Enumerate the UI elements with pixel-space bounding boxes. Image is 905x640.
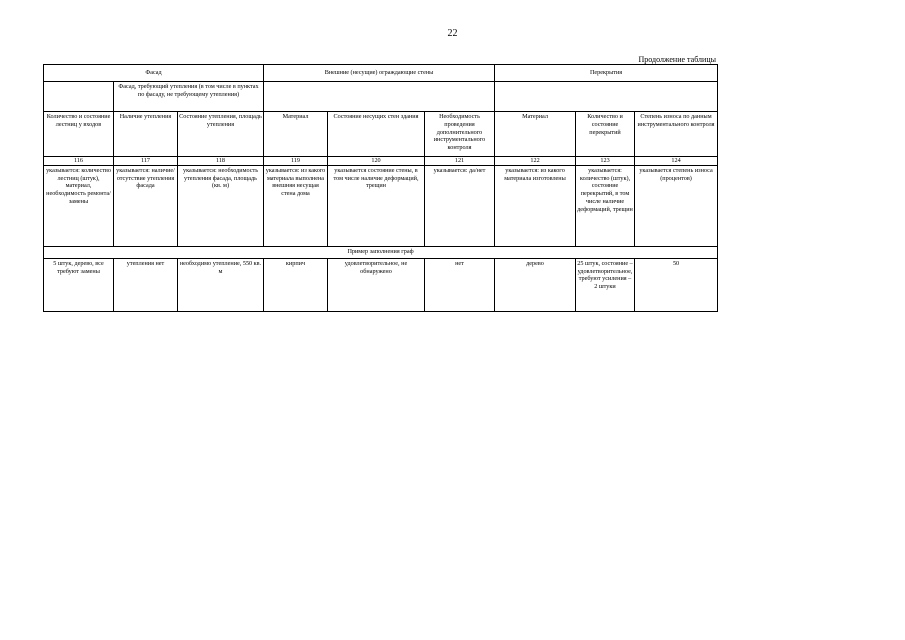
column-number: 120 (328, 157, 425, 166)
column-header: Материал (264, 112, 328, 157)
example-cell: кирпич (264, 258, 328, 311)
subgroup-empty-cell (495, 82, 718, 112)
example-cell: 25 штук, состояние – удовлетворительное, требуют усиления – 2 штуки (576, 258, 635, 311)
column-header: Количество и состояние перекрытий (576, 112, 635, 157)
column-number: 123 (576, 157, 635, 166)
column-header: Степень износа по данным инструментального контроля (635, 112, 718, 157)
group-header-row (44, 65, 718, 82)
column-header: Необходимость проведения дополнительного инструментального контроля (425, 112, 495, 157)
subgroup-empty-cell (44, 82, 114, 112)
column-number: 122 (495, 157, 576, 166)
column-number: 119 (264, 157, 328, 166)
column-description: указывается состояние стены, в том числе наличие деформаций, трещин (328, 165, 425, 246)
column-description: указывается: количество лестниц (штук), материал, необходимость ремонта/замены (44, 165, 114, 246)
column-description: указывается: количество (штук), состояние перекрытий, в том числе наличие деформаций, трещин (576, 165, 635, 246)
example-cell: утепления нет (114, 258, 178, 311)
group-header-facade: Фасад (44, 65, 264, 82)
example-cell: 50 (635, 258, 718, 311)
column-header: Наличие утепления (114, 112, 178, 157)
subgroup-empty-cell (264, 82, 495, 112)
group-header-ceilings: Перекрытия (495, 65, 718, 82)
column-number: 124 (635, 157, 718, 166)
column-description: указывается: из какого материала изготовлены (495, 165, 576, 246)
table-continuation-label: Продолжение таблицы (638, 55, 716, 64)
column-number-row (44, 157, 718, 166)
column-number: 118 (178, 157, 264, 166)
column-description: указывается: да/нет (425, 165, 495, 246)
subgroup-header-row (44, 82, 718, 112)
example-cell: дерево (495, 258, 576, 311)
column-number: 116 (44, 157, 114, 166)
column-header: Материал (495, 112, 576, 157)
subgroup-header-facade-insulation: Фасад, требующий утепления (в том числе в пунктах по фасаду, не требующему утепления) (114, 82, 264, 112)
page-number: 22 (447, 28, 458, 39)
column-header: Количество и состояние лестниц у входов (44, 112, 114, 157)
column-number: 117 (114, 157, 178, 166)
column-header: Состояние несущих стен здания (328, 112, 425, 157)
column-description: указывается: необходимость утепления фасада, площадь (кв. м) (178, 165, 264, 246)
column-number: 121 (425, 157, 495, 166)
example-cell: нет (425, 258, 495, 311)
column-description: указывается: наличие/ отсутствие утепления фасада (114, 165, 178, 246)
example-label-row (44, 246, 718, 258)
example-cell: необходимо утепление, 550 кв. м (178, 258, 264, 311)
description-row (44, 165, 718, 246)
example-row (44, 258, 718, 311)
group-header-walls: Внешние (несущие) ограждающие стены (264, 65, 495, 82)
column-header: Состояние утепления, площадь утепления (178, 112, 264, 157)
example-label: Пример заполнения граф (44, 246, 718, 258)
column-description: указывается: из какого материала выполнена внешняя несущая стена дома (264, 165, 328, 246)
example-cell: удовлетворительное, не обнаружено (328, 258, 425, 311)
column-description: указывается степень износа (процентов) (635, 165, 718, 246)
inspection-table (43, 64, 718, 312)
column-header-row (44, 112, 718, 157)
example-cell: 5 штук, дерево, все требуют замены (44, 258, 114, 311)
